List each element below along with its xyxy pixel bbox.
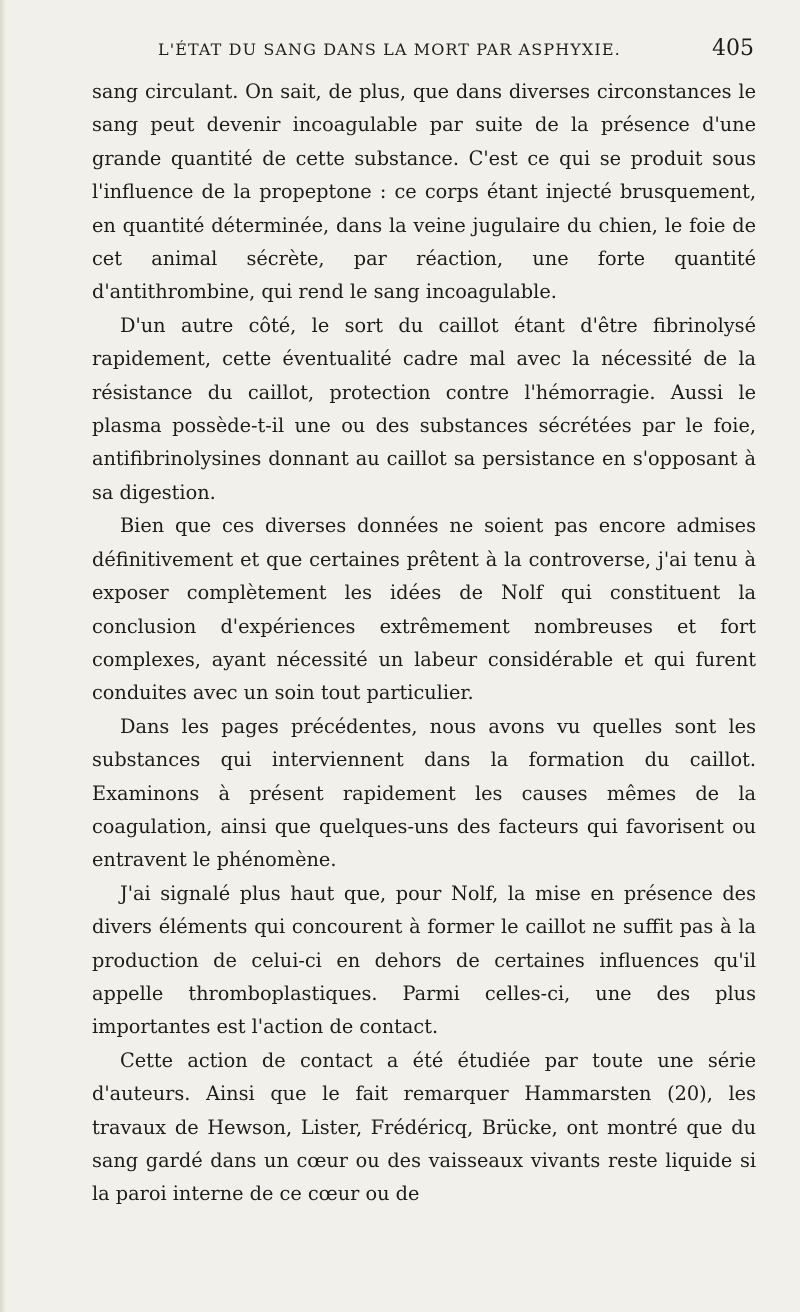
- paragraph: J'ai signalé plus haut que, pour Nolf, la mise en présence des divers éléments qui concourent à former le caillot ne suffit pas à la production de celui-ci en dehors de certaines influences qu'il appelle thromboplastiques. Parmi celles-ci, une des plus importantes est l'action de contact.: [92, 881, 756, 1039]
- running-header: [0, 36, 800, 68]
- paragraph: Cette action de contact a été étudiée par toute une série d'auteurs. Ainsi que le fait remarquer Hammarsten (20), les travaux de Hewson, Lister, Frédéricq, Brücke, ont montré que du sang gardé dans un cœur ou des vaisseaux vivants reste liquide si la paroi interne de ce cœur ou de: [92, 1048, 756, 1206]
- page-number: 405: [712, 36, 754, 61]
- paragraph: D'un autre côté, le sort du caillot étant d'être fibrinolysé rapidement, cette éventualité cadre mal avec la nécessité de la résistance du caillot, protection contre l'hémorragie. Aussi le plasma possède-t-il une ou des substances sécrétées par le foie, antifibrinolysines donnant au caillot sa persistance en s'opposant à sa digestion.: [92, 313, 756, 504]
- page-edge-shadow: [0, 0, 6, 1312]
- paragraph-continued: sang circulant. On sait, de plus, que dans diverses circonstances le sang peut devenir incoagulable par suite de la présence d'une grande quantité de cette substance. C'est ce qui se produit sous l'influence de la propeptone : ce corps étant injecté brusquement, en quantité déterminée, dans la veine jugulaire du chien, le foie de cet animal sécrète, par réaction, une forte quantité d'antithrombine, qui rend le sang incoagulable.: [92, 80, 756, 304]
- running-title: L'ÉTAT DU SANG DANS LA MORT PAR ASPHYXIE.: [158, 40, 621, 59]
- paragraph: Dans les pages précédentes, nous avons vu quelles sont les substances qui interviennent dans la formation du caillot. Examinons à présent rapidement les causes mêmes de la coagulation, ainsi que quelques-uns des facteurs qui favorisent ou entravent le phénomène.: [92, 714, 756, 872]
- paragraph: Bien que ces diverses données ne soient pas encore admises définitivement et que certaines prêtent à la controverse, j'ai tenu à exposer complètement les idées de Nolf qui constituent la conclusion d'expériences extrêmement nombreuses et fort complexes, ayant nécessité un labeur considérable et qui furent conduites avec un soin tout particulier.: [92, 514, 756, 705]
- body-text: [92, 75, 756, 1211]
